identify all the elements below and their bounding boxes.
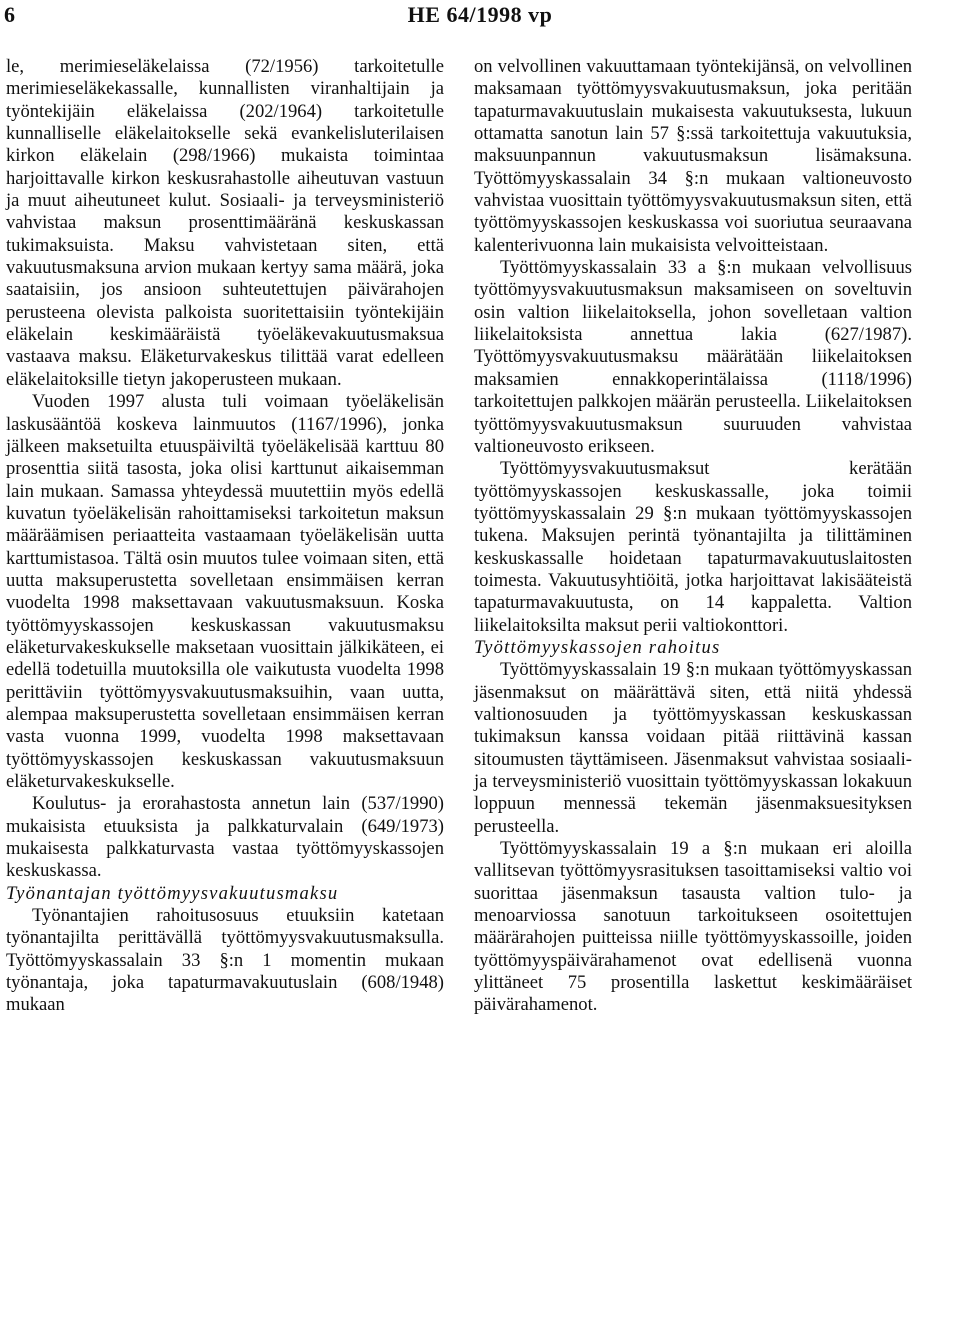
paragraph: Koulutus- ja erorahastosta annetun lain (537/1990) mukaisista etuuksista ja palkkaturvalain (649/1973) mukaisesta palkkaturvasta vastaa työttömyyskassojen keskuskassa. <box>6 793 444 882</box>
paragraph: Työttömyyskassalain 19 §:n mukaan työttömyyskassan jäsenmaksut on määrättävä siten, että niitä yhdessä valtionosuuden ja työttömyyskassan keskuskassan tukimaksun kanssa voidaan pitää riittävinä kassan sitoumusten täyttämiseen. Jäsenmaksut vahvistaa sosiaali- ja terveysministeriö vuosittain työttömyyskassan lokakuun loppuun mennessä tekemän jäsenmaksuesityksen perusteella. <box>474 659 912 837</box>
paragraph: le, merimieseläkelaissa (72/1956) tarkoitetulle merimieseläkekassalle, kunnallisten viranhaltijain ja työntekijäin eläkelaissa (202/1964) tarkoitetulle kunnalliselle eläkelaitokselle sekä evankelisluterilaisen kirkon eläkelain (298/1966) mukaista toimintaa harjoittavalle kirkon keskusrahastolle aiheutuvan vastuun ja muut aiheutuneet kulut. Sosiaali- ja terveysministeriö vahvistaa maksun prosenttimääränä keskuskassan tukimaksuista. Maksu vahvistetaan siten, että vakuutusmaksuna arvion mukaan kertyy sama määrä, joka saataisiin, jos ansioon suhteutettujen päivärahojen perusteena olevista palkoista suoritettaisiin työntekijäin eläkelain keskimääräistä työeläkevakuutusmaksua vastaava maksu. Eläketurvakeskus tilittää varat edelleen eläkelaitoksille tietyn jakoperusteen mukaan. <box>6 56 444 390</box>
paragraph: Työttömyysvakuutusmaksut kerätään työttömyyskassojen keskuskassalle, joka toimii työttömyyskassalain 29 §:n mukaan työttömyyskassojen tukena. Maksujen perintä työnantajilta ja tilittäminen keskuskassalle hoidetaan tapaturmavakuutuslaitosten toimesta. Vakuutusyhtiöitä, jotka harjoittavat lakisääteistä tapaturmavakuutusta, on 14 kappaletta. Valtion liikelaitoksilta maksut perii valtiokonttori. <box>474 458 912 636</box>
paragraph: Työttömyyskassalain 33 a §:n mukaan velvollisuus työttömyysvakuutusmaksun maksamiseen on soveltuvin osin valtion liikelaitoksella, johon sovelletaan valtion liikelaitoksista annettua lakia (627/1987). Työttömyysvakuutusmaksu määrätään liikelaitoksen maksamien ennakkoperintälaissa (1118/1996) tarkoitettujen palkkojen määrän perusteella. Liikelaitoksen työttömyysvakuutusmaksun suuruuden vahvistaa valtioneuvosto erikseen. <box>474 257 912 457</box>
paragraph: Työttömyyskassalain 19 a §:n mukaan eri aloilla vallitsevan työttömyysrasituksen tasoittamiseksi valtio voi suorittaa jäsenmaksun tasausta valtion tulo- ja menoarviossa sanotuun tarkoitukseen osoitettujen määrärahojen puitteissa niille työttömyyskassoille, joiden työttömyyspäivärahamenot ovat edellisenä vuonna ylittäneet 75 prosentilla laskettut keskimääräiset päivärahamenot. <box>474 838 912 1016</box>
document-id: HE 64/1998 vp <box>407 2 553 27</box>
paragraph: Vuoden 1997 alusta tuli voimaan työeläkelisän laskusääntöä koskeva lainmuutos (1167/1996), jonka jälkeen maksetuilta etuuspäiviltä työeläkelisää karttuu 80 prosenttia siitä tasosta, joka olisi karttunut aikaisemman lain mukaan. Samassa yhteydessä muutettiin myös edellä kuvatun työeläkelisän rahoittamiseksi tarkoitetun maksun määräämisen periaatteita vastaamaan työeläkelisän uutta karttumistasoa. Tältä osin muutos tulee voimaan siten, että uutta maksuperustetta sovelletaan ensimmäisen kerran vuodelta 1998 maksettavaan vakuutusmaksuun. Koska työttömyyskassojen keskuskassan vakuutusmaksu eläketurvakeskukselle maksetaan vuosittain jälkikäteen, ei edellä todetuilla muutoksilla ole vaikutusta vuodelta 1998 perittäviin työttömyysvakuutusmaksuihin, vaan uutta, alempaa maksuperustetta sovelletaan ensimmäisen kerran vasta vuonna 1999, vuodelta 1998 maksettavaan työttömyyskassojen keskuskassan vakuutusmaksuun eläketurvakeskukselle. <box>6 391 444 792</box>
paragraph: Työnantajien rahoitusosuus etuuksiin katetaan työnantajilta perittävällä työttömyysvakuutusmaksulla. Työttömyyskassalain 33 §:n 1 momentin mukaan työnantaja, joka tapaturmavakuutuslain (608/1948) mukaan <box>6 905 444 1016</box>
page-header <box>0 0 960 40</box>
paragraph: on velvollinen vakuuttamaan työntekijänsä, on velvollinen maksamaan työttömyysvakuutusmaksun, joka peritään tapaturmavakuutuslain mukaisesta vakuutuksesta, lukuun ottamatta sanotun lain 57 §:ssä tarkoitettuja vakuutuksia, maksuunpannun vakuutusmaksun lisämaksuna. Työttömyyskassalain 34 §:n mukaan valtioneuvosto vahvistaa vuosittain työttömyysvakuutusmaksun siten, että työttömyyskassojen keskuskassa voi suoriutua seuraavana kalenterivuonna lain mukaisista velvoitteistaan. <box>474 56 912 256</box>
section-heading: Työnantajan työttömyysvakuutusmaksu <box>6 882 339 904</box>
right-column <box>474 56 912 1017</box>
page-number: 6 <box>4 2 15 27</box>
left-column <box>6 56 444 1017</box>
section-heading: Työttömyyskassojen rahoitus <box>474 636 721 658</box>
